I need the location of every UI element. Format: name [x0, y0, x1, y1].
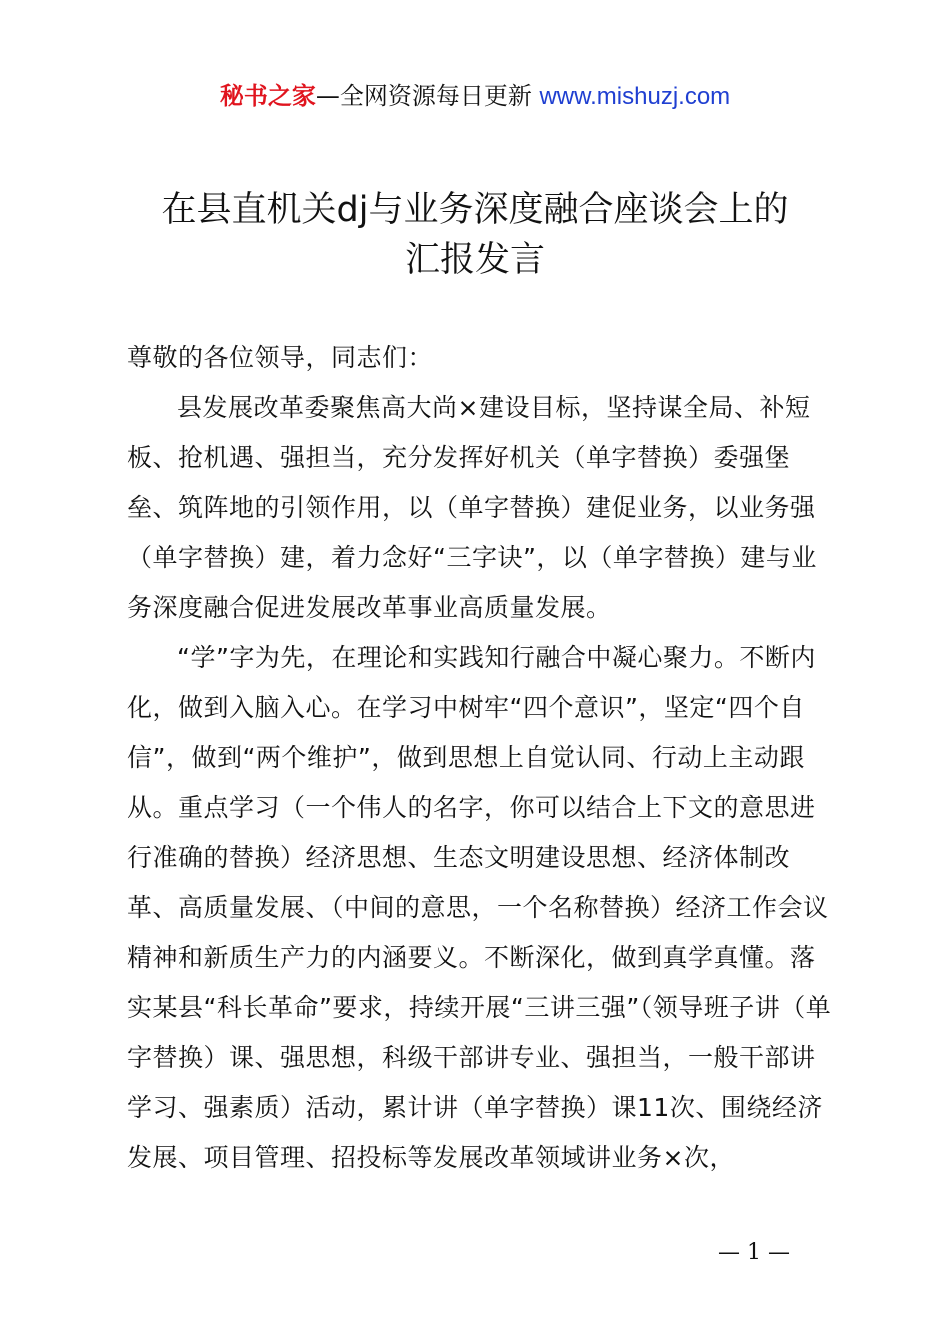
header-tagline: —全网资源每日更新: [315, 82, 540, 110]
brand-name: 秘书之家: [219, 82, 316, 110]
paragraph-study: “学”字为先，在理论和实践知行融合中凝心聚力。不断内化，做到入脑入心。在学习中树牢“四个意识”，坚定“四个自信”，做到“两个维护”，做到思想上自觉认同、行动上主动跟从。重点学习（一个伟人的名字，你可以结合上下文的意思进行准确的替换）经济思想、生态文明建设思想、经济体制改革、高质量发展、（中间的意思，一个名称替换）经济工作会议精神和新质生产力的内涵要义。不断深化，做到真学真懂。落实某县“科长革命”要求，持续开展“三讲三强”（领导班子讲（单字替换）课、强思想，科级干部讲专业、强担当，一般干部讲学习、强素质）活动，累计讲（单字替换）课11次、围绕经济发展、项目管理、招投标等发展改革领域讲业务×次，: [127, 643, 832, 1172]
paragraph-intro: 县发展改革委聚焦高大尚×建设目标，坚持谋全局、补短板、抢机遇、强担当，充分发挥好机关（单字替换）委强堡垒、筑阵地的引领作用，以（单字替换）建促业务，以业务强（单字替换）建，着力念好“三字诀”，以（单字替换）建与业务深度融合促进发展改革事业高质量发展。: [127, 393, 817, 622]
document-title: [0, 185, 950, 285]
title-line-2: 汇报发言: [404, 240, 545, 280]
document-body: [127, 333, 837, 1183]
title-line-1: 在县直机关dj与业务深度融合座谈会上的: [161, 190, 789, 230]
document-header: [0, 80, 950, 113]
salutation: 尊敬的各位领导，同志们：: [127, 343, 434, 372]
page-number: — 1 —: [718, 1240, 790, 1265]
site-url[interactable]: www.mishuzj.com: [539, 83, 731, 110]
